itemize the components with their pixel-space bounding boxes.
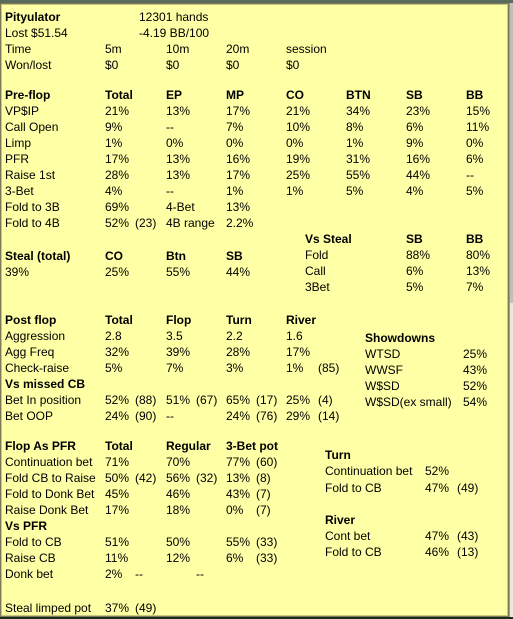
stat-value: 0% — [226, 503, 244, 517]
preflop-header-co: CO — [286, 88, 304, 102]
stat-value: 25% — [286, 168, 311, 182]
stat-value: 56% — [166, 471, 191, 485]
stat-value: 32% — [105, 345, 130, 359]
steal-total-header: Steal (total) — [5, 249, 71, 263]
agg-freq-label: Agg Freq — [5, 345, 55, 359]
stat-value: 70% — [166, 455, 191, 469]
river-cont-bet-value: 47% — [425, 529, 450, 543]
four-bet-label: 4-Bet — [166, 200, 195, 214]
stat-value: 8% — [346, 120, 364, 134]
turn-cont-bet-label: Continuation bet — [325, 464, 413, 478]
stat-value: 1% — [226, 184, 244, 198]
stat-value: 2.2 — [226, 329, 243, 343]
stat-value: 2.8 — [105, 329, 122, 343]
won-lost-5m: $0 — [105, 58, 119, 72]
stat-count: (85) — [318, 361, 340, 375]
river-fold-to-cb-label: Fold to CB — [325, 545, 382, 559]
hands-count: 12301 hands — [139, 10, 209, 24]
lost-amount: Lost $51.54 — [5, 26, 68, 40]
stat-label: Donk bet — [5, 567, 54, 581]
flop-as-pfr-header-total: Total — [105, 439, 133, 453]
stat-value: -- — [466, 168, 474, 182]
stat-value: -- — [166, 184, 174, 198]
fold-to-4b-value: 52% — [105, 216, 130, 230]
vs-steal-header: Vs Steal — [305, 232, 352, 246]
stat-value: 54% — [463, 395, 488, 409]
stat-value: 43% — [226, 487, 251, 501]
stat-value: 52% — [463, 379, 488, 393]
steal-header-sb: SB — [226, 249, 243, 263]
turn-fold-to-cb-value: 47% — [425, 481, 450, 495]
stat-value: -- — [166, 409, 174, 423]
four-bet-value: 13% — [226, 200, 251, 214]
stat-value: 65% — [226, 393, 251, 407]
stat-value: 11% — [105, 551, 129, 565]
stat-value: 50% — [105, 471, 130, 485]
stat-value: 2% — [105, 567, 123, 581]
stat-value: 13% — [466, 264, 491, 278]
stat-value: 55% — [346, 168, 371, 182]
flop-as-pfr-header: Flop As PFR — [5, 439, 76, 453]
stat-value: 25% — [463, 347, 488, 361]
stat-value: 71% — [105, 455, 130, 469]
stat-value: 39% — [166, 345, 191, 359]
stat-value: 0% — [466, 136, 484, 150]
stat-count: (8) — [256, 471, 271, 485]
turn-fold-to-cb-label: Fold to CB — [325, 481, 382, 495]
stat-label: Fold to CB — [5, 535, 62, 549]
stat-value: 15% — [466, 104, 491, 118]
stat-value: -- — [196, 567, 204, 581]
stat-label: Continuation bet — [5, 455, 93, 469]
stat-value: 5% — [466, 184, 484, 198]
stat-value: 23% — [406, 104, 431, 118]
stat-value: 19% — [286, 152, 311, 166]
stat-value: 13% — [226, 471, 251, 485]
stat-count: (90) — [135, 409, 157, 423]
vs-steal-header-bb: BB — [466, 232, 484, 246]
stat-value: 50% — [166, 535, 191, 549]
session-session: session — [286, 42, 327, 56]
stat-count: (7) — [256, 503, 271, 517]
postflop-header: Post flop — [5, 313, 57, 327]
four-bet-range-label: 4B range — [166, 216, 215, 230]
stat-value: 10% — [286, 120, 311, 134]
stat-value: 11% — [466, 120, 490, 134]
check-raise-label: Check-raise — [5, 361, 70, 375]
preflop-header-total: Total — [105, 88, 133, 102]
stat-value: 43% — [463, 363, 488, 377]
stat-value: 1.6 — [286, 329, 303, 343]
stat-value: 1% — [286, 184, 304, 198]
river-fold-to-cb-value: 46% — [425, 545, 450, 559]
stat-count: (33) — [256, 535, 278, 549]
stat-value: 16% — [406, 152, 431, 166]
river-fold-to-cb-count: (13) — [457, 545, 479, 559]
stat-count: (76) — [256, 409, 278, 423]
river-header: River — [325, 513, 356, 527]
stat-label: 3-Bet — [5, 184, 34, 198]
stat-count: (7) — [256, 487, 271, 501]
bet-in-position-label: Bet In position — [5, 393, 82, 407]
stat-value: 88% — [406, 248, 431, 262]
stat-value: 77% — [226, 455, 251, 469]
preflop-header-ep: EP — [166, 88, 183, 102]
stat-value: 55% — [226, 535, 251, 549]
stat-value: 6% — [466, 152, 484, 166]
steal-limped-pot-value: 37% — [105, 601, 130, 615]
stat-value: -- — [135, 567, 143, 581]
won-lost-label: Won/lost — [5, 58, 52, 72]
stat-value: 17% — [226, 168, 251, 182]
preflop-header-bb: BB — [466, 88, 484, 102]
stat-value: 28% — [226, 345, 251, 359]
stat-count: (4) — [318, 393, 333, 407]
stat-value: 28% — [105, 168, 130, 182]
stat-label: Raise 1st — [5, 168, 56, 182]
stat-count: (33) — [256, 551, 278, 565]
fold-to-4b-count: (23) — [135, 216, 157, 230]
stat-value: 4% — [105, 184, 123, 198]
bet-oop-label: Bet OOP — [5, 409, 54, 423]
fold-to-4b-label: Fold to 4B — [5, 216, 60, 230]
session-10m: 10m — [166, 42, 190, 56]
stat-value: 9% — [406, 136, 424, 150]
stat-value: 44% — [406, 168, 431, 182]
stat-value: 9% — [105, 120, 123, 134]
stat-count: (88) — [135, 393, 157, 407]
stat-value: -- — [166, 120, 174, 134]
postflop-header-river: River — [286, 313, 317, 327]
stat-value: 1% — [346, 136, 364, 150]
steal-btn-value: 55% — [166, 265, 191, 279]
stat-value: 13% — [166, 152, 191, 166]
stat-value: 34% — [346, 104, 371, 118]
flop-as-pfr-header-3bet-pot: 3-Bet pot — [226, 439, 278, 453]
stat-label: Raise Donk Bet — [5, 503, 89, 517]
stat-value: 31% — [346, 152, 371, 166]
flop-as-pfr-header-regular: Regular — [166, 439, 211, 453]
aggression-label: Aggression — [5, 329, 66, 343]
stat-value: 24% — [105, 409, 130, 423]
stat-value: 24% — [226, 409, 251, 423]
vs-missed-cb-header: Vs missed CB — [5, 377, 86, 391]
stat-label: 3Bet — [305, 280, 330, 294]
stat-value: 21% — [105, 104, 130, 118]
stat-value: 5% — [105, 361, 123, 375]
stat-value: 51% — [105, 535, 130, 549]
stat-count: (32) — [196, 471, 218, 485]
stat-label: Fold CB to Raise — [5, 471, 96, 485]
stat-value: 0% — [286, 136, 304, 150]
stat-value: 17% — [105, 503, 130, 517]
stat-value: 5% — [406, 280, 424, 294]
bb-per-100: -4.19 BB/100 — [139, 26, 210, 40]
four-bet-range-value: 2.2% — [226, 216, 254, 230]
won-lost-10m: $0 — [166, 58, 180, 72]
stat-value: 52% — [105, 393, 130, 407]
stat-value: 17% — [105, 152, 130, 166]
stat-value: 29% — [286, 409, 311, 423]
stat-value: 21% — [286, 104, 311, 118]
stat-label: WTSD — [365, 347, 401, 361]
vertical-scrollbar[interactable] — [509, 3, 513, 617]
player-name: Pityulator — [5, 10, 61, 24]
stat-value: 7% — [226, 120, 244, 134]
stat-value: 13% — [166, 168, 191, 182]
stat-value: 6% — [406, 264, 424, 278]
turn-cont-bet-value: 52% — [425, 464, 450, 478]
turn-fold-to-cb-count: (49) — [457, 481, 479, 495]
fold-to-3b-label: Fold to 3B — [5, 200, 60, 214]
vs-steal-header-sb: SB — [406, 232, 423, 246]
stat-value: 6% — [226, 551, 244, 565]
stat-value: 6% — [406, 120, 424, 134]
stat-value: 25% — [286, 393, 311, 407]
steal-co-value: 25% — [105, 265, 130, 279]
hud-panel-border — [1, 4, 508, 616]
steal-limped-pot-count: (49) — [135, 601, 157, 615]
river-cont-bet-count: (43) — [457, 529, 479, 543]
turn-header: Turn — [325, 448, 351, 462]
stat-count: (67) — [196, 393, 218, 407]
preflop-header: Pre-flop — [5, 88, 51, 102]
stat-value: 4% — [406, 184, 424, 198]
hud-stats-panel — [0, 3, 509, 617]
stat-value: 0% — [226, 136, 244, 150]
stat-value: 46% — [166, 487, 191, 501]
preflop-header-sb: SB — [406, 88, 423, 102]
preflop-header-mp: MP — [226, 88, 244, 102]
postflop-header-total: Total — [105, 313, 133, 327]
stat-value: 17% — [226, 104, 251, 118]
steal-total-value: 39% — [5, 265, 30, 279]
stat-value: 80% — [466, 248, 491, 262]
stat-label: VP$IP — [5, 104, 40, 118]
stat-value: 12% — [166, 551, 191, 565]
steal-limped-pot-label: Steal limped pot — [5, 601, 92, 615]
stat-count: (42) — [135, 471, 157, 485]
steal-header-btn: Btn — [166, 249, 186, 263]
stat-value: 1% — [105, 136, 123, 150]
preflop-header-btn: BTN — [346, 88, 371, 102]
stat-value: 5% — [346, 184, 364, 198]
stat-label: W$SD(ex small) — [365, 395, 452, 409]
stat-label: W$SD — [365, 379, 400, 393]
stat-value: 7% — [166, 361, 184, 375]
session-time-label: Time — [5, 42, 32, 56]
stat-label: Call — [305, 264, 326, 278]
stat-value: 18% — [166, 503, 191, 517]
stat-value: 45% — [105, 487, 130, 501]
stat-label: Fold — [305, 248, 329, 262]
showdowns-header: Showdowns — [365, 331, 435, 345]
stat-label: Raise CB — [5, 551, 56, 565]
session-20m: 20m — [226, 42, 250, 56]
postflop-header-flop: Flop — [166, 313, 192, 327]
stat-value: 13% — [166, 104, 191, 118]
stat-label: Fold to Donk Bet — [5, 487, 95, 501]
stat-value: 0% — [166, 136, 184, 150]
stat-value: 3.5 — [166, 329, 183, 343]
river-cont-bet-label: Cont bet — [325, 529, 371, 543]
vs-pfr-header: Vs PFR — [5, 519, 48, 533]
fold-to-3b-value: 69% — [105, 200, 130, 214]
stat-count: (14) — [318, 409, 340, 423]
steal-header-co: CO — [105, 249, 123, 263]
stat-value: 3% — [226, 361, 244, 375]
stat-label: Limp — [5, 136, 32, 150]
stat-value: 16% — [226, 152, 251, 166]
stat-value: 7% — [466, 280, 484, 294]
stat-count: (17) — [256, 393, 278, 407]
won-lost-session: $0 — [286, 58, 300, 72]
stat-value: 1% — [286, 361, 304, 375]
stat-label: Call Open — [5, 120, 59, 134]
postflop-header-turn: Turn — [226, 313, 252, 327]
stat-value: 17% — [286, 345, 311, 359]
stat-label: WWSF — [365, 363, 403, 377]
won-lost-20m: $0 — [226, 58, 240, 72]
stat-label: PFR — [5, 152, 29, 166]
session-5m: 5m — [105, 42, 122, 56]
stat-value: 51% — [166, 393, 191, 407]
stat-count: (60) — [256, 455, 278, 469]
steal-sb-value: 44% — [226, 265, 251, 279]
